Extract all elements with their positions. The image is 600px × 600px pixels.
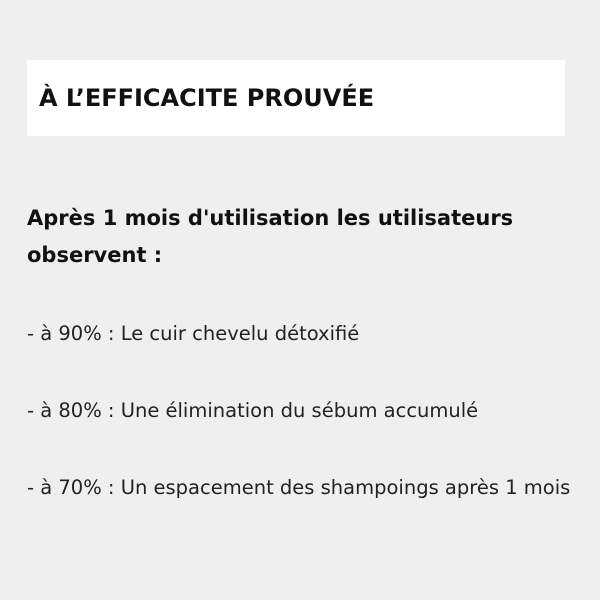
title-banner — [27, 60, 565, 136]
intro-text: Après 1 mois d'utilisation les utilisateurs observent : — [27, 206, 514, 267]
stat-item-70: - à 70% : Un espacement des shampoings après 1 mois — [27, 476, 571, 499]
stats-list — [27, 315, 577, 506]
page-title: À L’EFFICACITE PROUVÉE — [39, 84, 375, 112]
stat-item-90: - à 90% : Le cuir chevelu détoxifié — [27, 322, 360, 345]
stat-item-80: - à 80% : Une élimination du sébum accumulé — [27, 399, 479, 422]
content-section — [27, 200, 577, 506]
